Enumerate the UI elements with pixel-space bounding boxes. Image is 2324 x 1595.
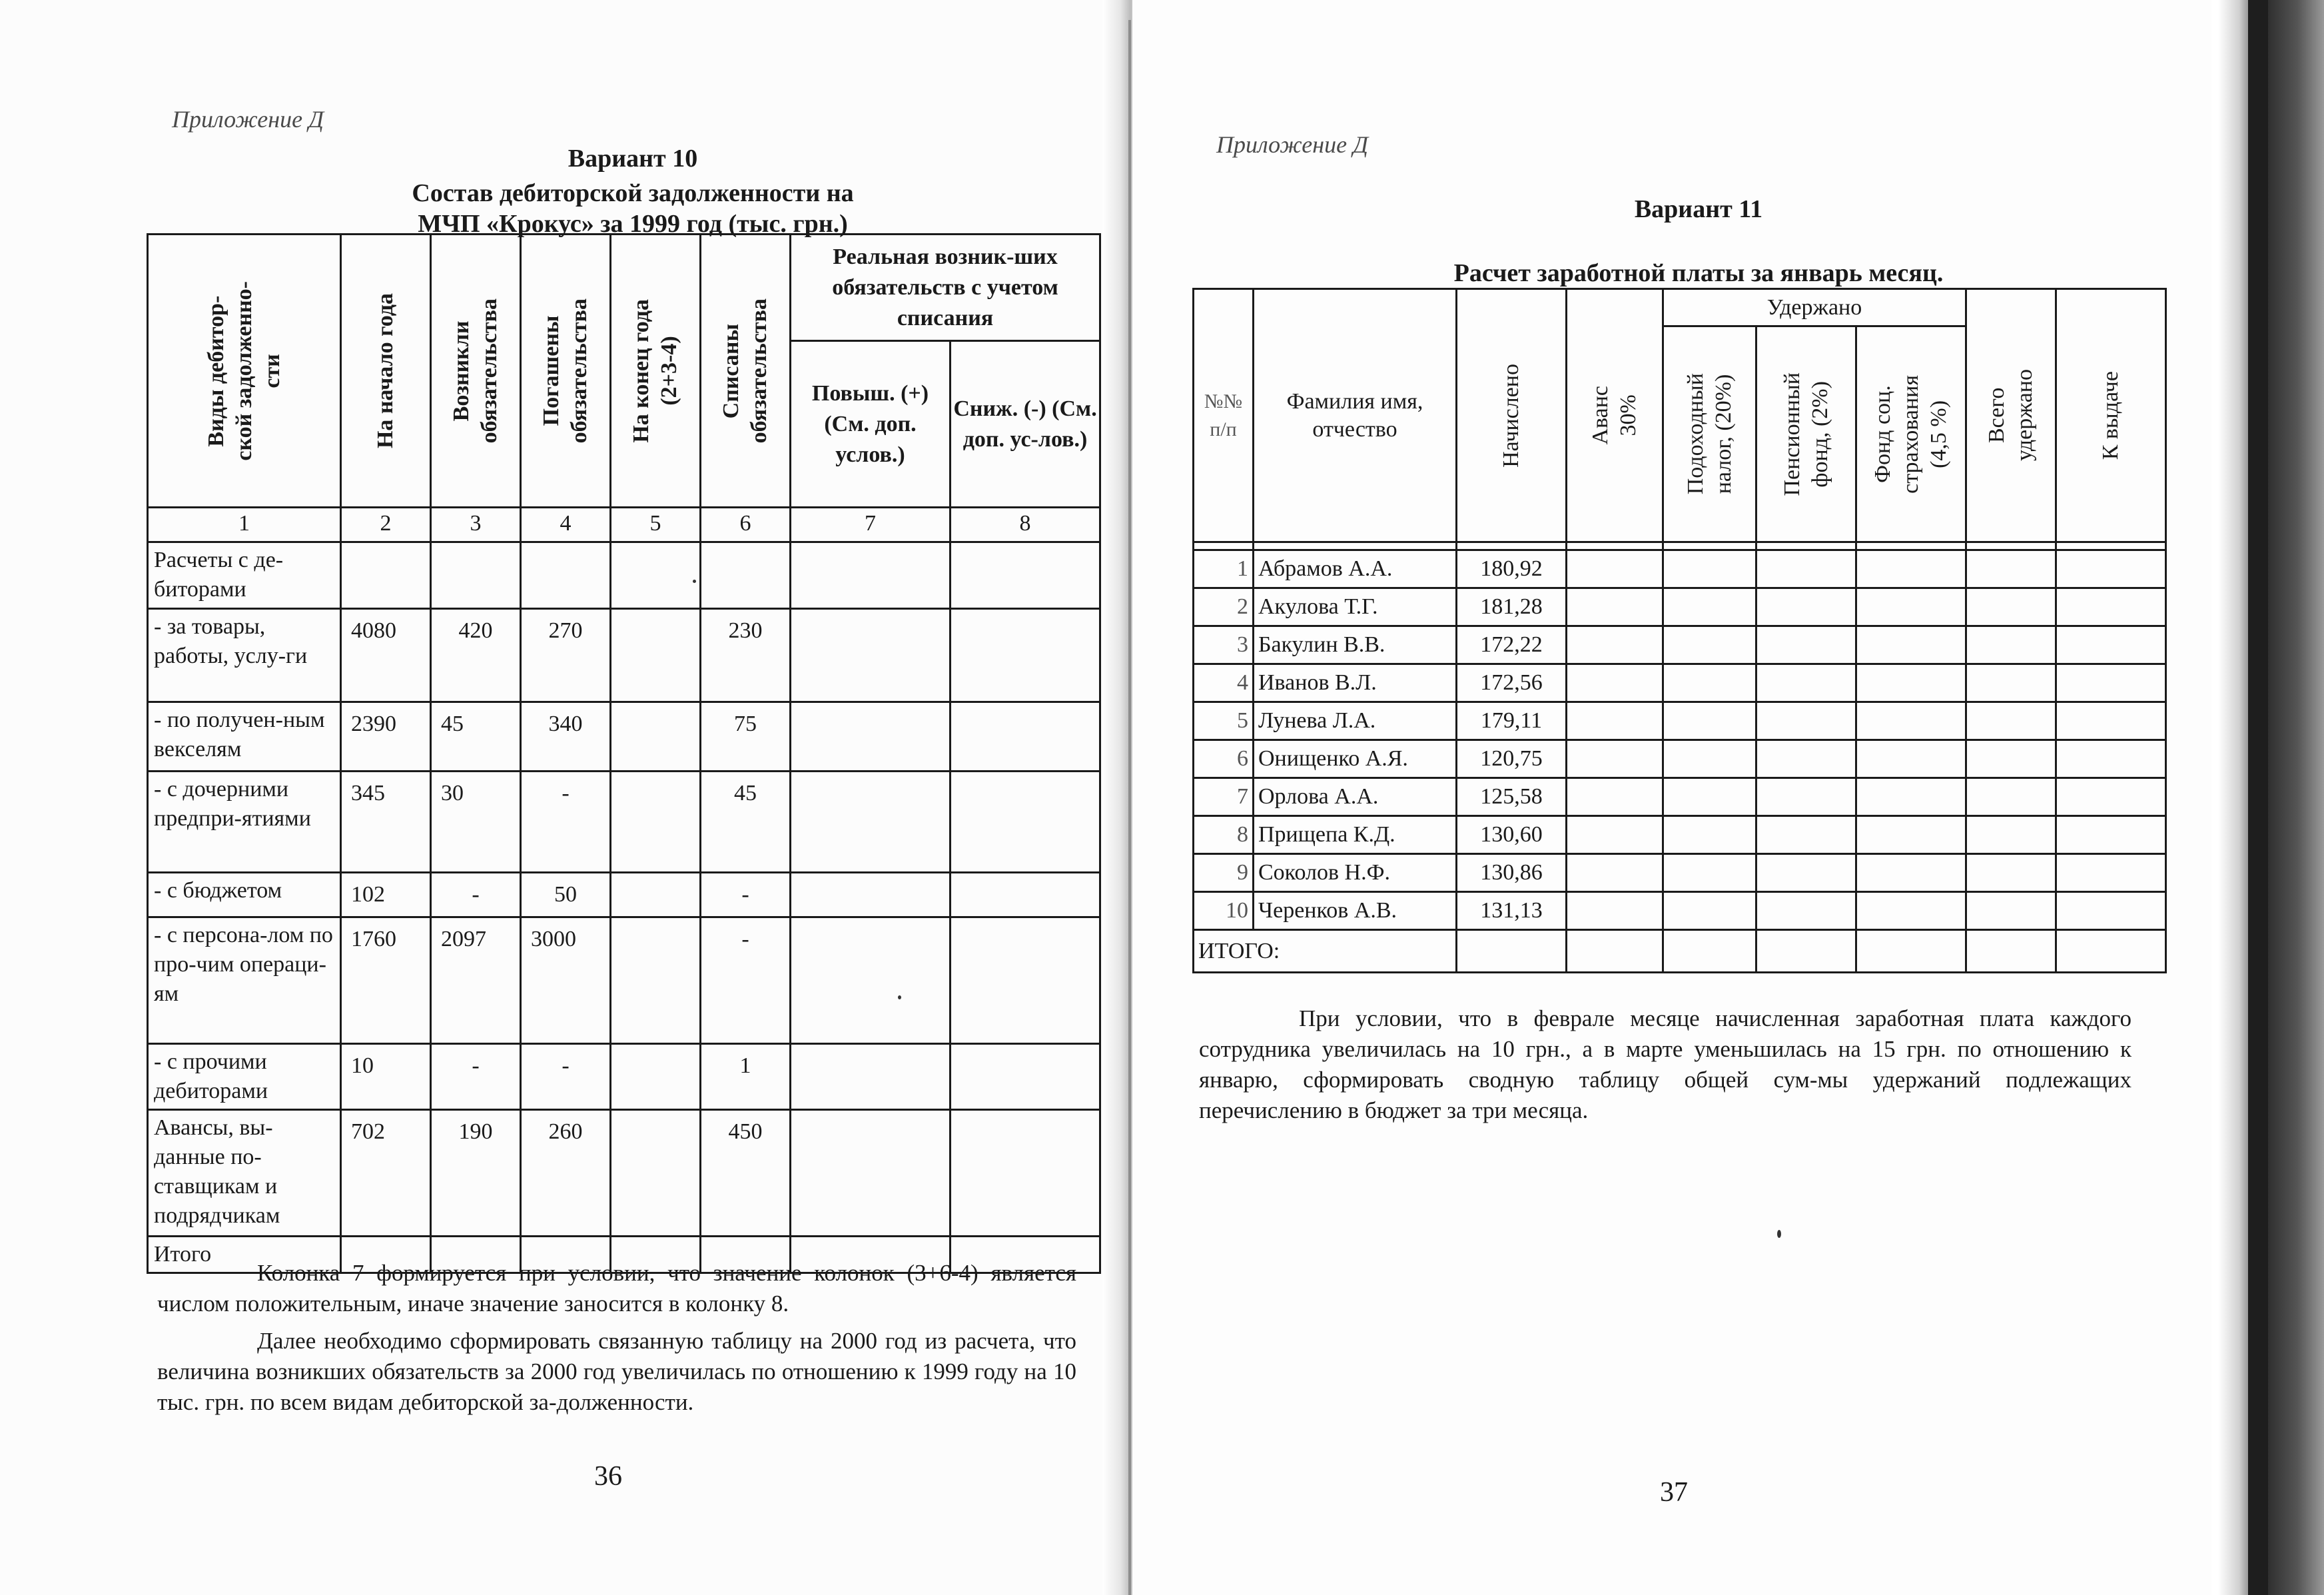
table-row	[1194, 664, 2166, 702]
book-right-edge-dark	[2248, 0, 2268, 1595]
empty-cell	[1567, 626, 1663, 664]
table-row: - с дочерними предпри-ятиями 345 30 - 45	[148, 772, 1100, 873]
employee-accrued: 172,56	[1457, 664, 1567, 702]
empty-cell	[1966, 702, 2056, 740]
empty-cell	[1663, 702, 1756, 740]
employee-accrued: 130,60	[1457, 816, 1567, 854]
empty-cell	[1856, 588, 1966, 626]
empty-cell	[1966, 854, 2056, 892]
header-arisen: Возникли обязательства	[431, 235, 521, 508]
employee-number: 2	[1194, 588, 1254, 626]
receivables-table	[147, 233, 1101, 1274]
employee-number: 3	[1194, 626, 1254, 664]
table-row: - с прочими дебиторами 10 - - 1	[148, 1044, 1100, 1110]
appendix-label-left: Приложение Д	[172, 106, 324, 133]
empty-cell	[2056, 854, 2166, 892]
empty-cell	[1856, 854, 1966, 892]
empty-cell	[1966, 550, 2056, 588]
employee-name: Орлова А.А.	[1254, 778, 1457, 816]
receivables-title-line2: МЧП «Крокус» за 1999 год (тыс. грн.)	[418, 210, 848, 238]
empty-cell	[1756, 664, 1856, 702]
table-row: - по получен-ным векселям 2390 45 340 75	[148, 702, 1100, 772]
employee-name: Прищепа К.Д.	[1254, 816, 1457, 854]
empty-cell	[1756, 588, 1856, 626]
empty-cell	[1856, 816, 1966, 854]
table-row	[1194, 740, 2166, 778]
header-income-tax: Подоходный налог, (20%)	[1663, 326, 1756, 542]
employee-accrued: 125,58	[1457, 778, 1567, 816]
header-full-name: Фамилия имя, отчество	[1254, 289, 1457, 542]
instruction-paragraph-1: Колонка 7 формируется при условии, что значение колонок (3+6-4) является числом положительным, иначе значение заносится в колонку 8.	[157, 1260, 1076, 1317]
empty-cell	[1756, 854, 1856, 892]
empty-cell	[1856, 550, 1966, 588]
employee-accrued: 179,11	[1457, 702, 1567, 740]
employee-name: Иванов В.Л.	[1254, 664, 1457, 702]
payroll-total-row: ИТОГО:	[1194, 930, 2166, 973]
empty-cell	[1966, 588, 2056, 626]
header-total-withheld: Всего удержано	[1966, 289, 2056, 542]
empty-cell	[1966, 816, 2056, 854]
empty-cell	[2056, 664, 2166, 702]
table-row	[1194, 702, 2166, 740]
empty-cell	[1663, 778, 1756, 816]
employee-name: Акулова Т.Г.	[1254, 588, 1457, 626]
empty-cell	[1567, 892, 1663, 930]
empty-cell	[1663, 588, 1756, 626]
header-real-obligations: Реальная возник-ших обязательств с учетом списания	[791, 235, 1100, 341]
table-row	[1194, 626, 2166, 664]
employee-number: 1	[1194, 550, 1254, 588]
empty-cell	[2056, 588, 2166, 626]
header-withheld: Удержано	[1663, 289, 1966, 326]
empty-cell	[2056, 816, 2166, 854]
table-row	[1194, 550, 2166, 588]
empty-cell	[1567, 588, 1663, 626]
empty-cell	[1567, 702, 1663, 740]
empty-cell	[1856, 740, 1966, 778]
employee-number: 5	[1194, 702, 1254, 740]
table-row: - с персона-лом по про-чим операци-ям 1760 2097 3000 -	[148, 917, 1100, 1044]
empty-cell	[2056, 740, 2166, 778]
book-right-edge	[2218, 0, 2324, 1595]
empty-cell	[1567, 740, 1663, 778]
employee-accrued: 172,22	[1457, 626, 1567, 664]
empty-cell	[1567, 664, 1663, 702]
employee-name: Абрамов А.А.	[1254, 550, 1457, 588]
header-increase: Повыш. (+) (См. доп. услов.)	[791, 341, 951, 508]
empty-cell	[1663, 854, 1756, 892]
header-start-of-year: На начало года	[341, 235, 431, 508]
employee-accrued: 181,28	[1457, 588, 1567, 626]
empty-cell	[1663, 626, 1756, 664]
empty-cell	[1756, 550, 1856, 588]
empty-cell	[1966, 664, 2056, 702]
empty-cell	[1663, 664, 1756, 702]
empty-cell	[1856, 892, 1966, 930]
table-row	[1194, 588, 2166, 626]
table-row: - за товары, работы, услу-ги 4080 420 270 230	[148, 609, 1100, 702]
employee-number: 7	[1194, 778, 1254, 816]
empty-cell	[2056, 702, 2166, 740]
payroll-instruction-paragraph: При условии, что в феврале месяце начисленная заработная плата каждого сотрудника увеличилась на 10 грн., а в марте уменьшилась на 15 грн. по отношению к январю, сформировать сводную таблицу общей сум-мы удержаний подлежащих перечислению в бюджет за три месяца.	[1199, 1005, 2131, 1123]
scan-speck	[898, 995, 901, 999]
table-row	[1194, 816, 2166, 854]
empty-cell	[1663, 892, 1756, 930]
empty-cell	[1966, 740, 2056, 778]
variant-11-title: Вариант 11	[1634, 195, 1763, 223]
header-end-of-year: На конец года (2+3-4)	[611, 235, 701, 508]
payroll-table	[1192, 288, 2167, 973]
employee-name: Лунева Л.А.	[1254, 702, 1457, 740]
empty-cell	[1756, 816, 1856, 854]
employee-number: 9	[1194, 854, 1254, 892]
empty-cell	[1567, 778, 1663, 816]
employee-number: 10	[1194, 892, 1254, 930]
employee-name: Онищенко А.Я.	[1254, 740, 1457, 778]
payroll-title: Расчет заработной платы за январь месяц.	[1453, 259, 1944, 287]
header-accrued: Начислено	[1457, 289, 1567, 542]
empty-cell	[1663, 550, 1756, 588]
left-page	[0, 0, 1126, 1595]
gutter-fold	[1128, 20, 1131, 1595]
header-advance: Аванс 30%	[1567, 289, 1663, 542]
table-row	[1194, 778, 2166, 816]
header-social-insurance: Фонд соц. страхования (4,5 %)	[1856, 326, 1966, 542]
employee-number: 6	[1194, 740, 1254, 778]
table-row: Расчеты с де-биторами	[148, 542, 1100, 609]
employee-accrued: 131,13	[1457, 892, 1567, 930]
empty-cell	[1856, 664, 1966, 702]
empty-cell	[1856, 626, 1966, 664]
employee-number: 8	[1194, 816, 1254, 854]
scan-speck	[693, 580, 696, 583]
empty-cell	[1567, 550, 1663, 588]
receivables-title-line1: Состав дебиторской задолженности на	[412, 179, 854, 207]
empty-cell	[1756, 702, 1856, 740]
scan-speck	[1777, 1230, 1781, 1238]
empty-cell	[1663, 816, 1756, 854]
employee-name: Бакулин В.В.	[1254, 626, 1457, 664]
employee-accrued: 180,92	[1457, 550, 1567, 588]
page-number-left: 36	[594, 1461, 622, 1492]
empty-cell	[1966, 778, 2056, 816]
header-pension-fund: Пенсионный фонд, (2%)	[1756, 326, 1856, 542]
empty-cell	[2056, 626, 2166, 664]
empty-cell	[1966, 626, 2056, 664]
empty-cell	[1567, 816, 1663, 854]
table-row-total: Итого	[148, 1237, 1100, 1273]
instruction-paragraph-2: Далее необходимо сформировать связанную таблицу на 2000 год из расчета, что величина возникших обязательств за 2000 год увеличилась по отношению к 1999 году на 10 тыс. грн. по всем видам дебиторской за-долженности.	[157, 1328, 1076, 1415]
variant-10-title: Вариант 10	[568, 145, 698, 173]
header-written-off: Списаны обязательства	[701, 235, 791, 508]
header-payout: К выдаче	[2056, 289, 2166, 542]
table-row: - с бюджетом 102 - 50 -	[148, 873, 1100, 917]
empty-cell	[1567, 854, 1663, 892]
page-number-right: 37	[1660, 1477, 1688, 1508]
column-numbers-row: 1 2 3 4 5 6 7 8	[148, 508, 1100, 542]
header-repaid: Погашены обязательства	[521, 235, 611, 508]
table-row: Авансы, вы-данные по-ставщикам и подрядчикам 702 190 260 450	[148, 1110, 1100, 1237]
empty-cell	[1856, 778, 1966, 816]
header-decrease: Сниж. (-) (См. доп. ус-лов.)	[951, 341, 1100, 508]
empty-cell	[1756, 626, 1856, 664]
employee-number: 4	[1194, 664, 1254, 702]
empty-cell	[1756, 740, 1856, 778]
employee-name: Соколов Н.Ф.	[1254, 854, 1457, 892]
empty-cell	[2056, 550, 2166, 588]
empty-cell	[2056, 892, 2166, 930]
empty-cell	[1966, 892, 2056, 930]
table-row	[1194, 892, 2166, 930]
empty-cell	[1756, 778, 1856, 816]
employee-accrued: 120,75	[1457, 740, 1567, 778]
empty-cell	[1756, 892, 1856, 930]
table-row	[1194, 854, 2166, 892]
header-number: №№ п/п	[1194, 289, 1254, 542]
header-receivable-types: Виды дебитор- ской задолженно- сти	[148, 235, 341, 508]
appendix-label-right: Приложение Д	[1216, 131, 1368, 158]
empty-cell	[1663, 740, 1756, 778]
employee-accrued: 130,86	[1457, 854, 1567, 892]
employee-name: Черенков А.В.	[1254, 892, 1457, 930]
empty-cell	[1856, 702, 1966, 740]
empty-cell	[2056, 778, 2166, 816]
